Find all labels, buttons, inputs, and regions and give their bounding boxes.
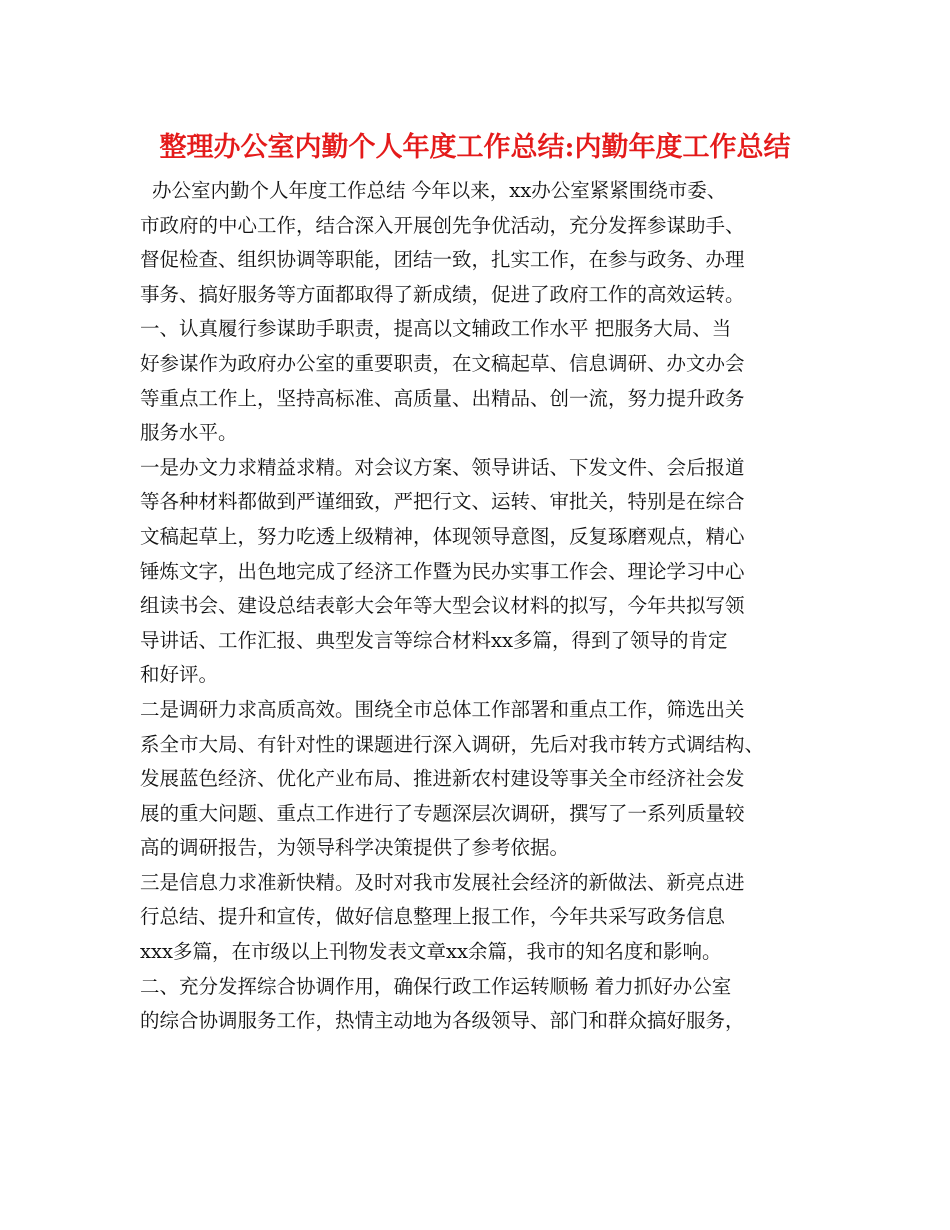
- body-line: 文稿起草上，努力吃透上级精神，体现领导意图，反复琢磨观点，精心: [140, 524, 745, 548]
- body-line: 督促检查、组织协调等职能，团结一致，扎实工作，在参与政务、办理: [140, 248, 745, 272]
- body-line: 一、认真履行参谋助手职责，提高以文辅政工作水平 把服务大局、当: [140, 317, 732, 341]
- document-title: 整理办公室内勤个人年度工作总结:内勤年度工作总结: [159, 132, 791, 163]
- body-line: 导讲话、工作汇报、典型发言等综合材料xx多篇，得到了领导的肯定: [140, 628, 728, 652]
- body-line: 好参谋作为政府办公室的重要职责，在文稿起草、信息调研、办文办会: [140, 351, 745, 375]
- body-line: 锤炼文字，出色地完成了经济工作暨为民办实事工作会、理论学习中心: [140, 559, 745, 583]
- body-line: 发展蓝色经济、优化产业布局、推进新农村建设等事关全市经济社会发: [140, 767, 745, 791]
- body-line: 市政府的中心工作，结合深入开展创先争优活动，充分发挥参谋助手、: [140, 213, 745, 237]
- body-line: 组读书会、建设总结表彰大会年等大型会议材料的拟写，今年共拟写领: [140, 594, 745, 618]
- body-line: 三是信息力求准新快精。及时对我市发展社会经济的新做法、新亮点进: [140, 870, 745, 894]
- body-line: 办公室内勤个人年度工作总结 今年以来，xx办公室紧紧围绕市委、: [152, 179, 727, 202]
- body-line: xxx多篇，在市级以上刊物发表文章xx余篇，我市的知名度和影响。: [140, 940, 722, 964]
- body-line: 和好评。: [140, 663, 219, 687]
- body-line: 二是调研力求高质高效。围绕全市总体工作部署和重点工作，筛选出关: [140, 697, 745, 721]
- body-line: 服务水平。: [140, 421, 238, 445]
- body-line: 系全市大局、有针对性的课题进行深入调研，先后对我市转方式调结构、: [140, 732, 765, 756]
- body-line: 一是办文力求精益求精。对会议方案、领导讲话、下发文件、会后报道: [140, 455, 745, 479]
- body-line: 二、充分发挥综合协调作用，确保行政工作运转顺畅 着力抓好办公室: [140, 974, 732, 998]
- body-line: 等各种材料都做到严谨细致，严把行文、运转、审批关，特别是在综合: [140, 490, 745, 514]
- body-line: 展的重大问题、重点工作进行了专题深层次调研，撰写了一系列质量较: [140, 801, 745, 825]
- document-body: [140, 174, 820, 1039]
- body-line: 高的调研报告，为领导科学决策提供了参考依据。: [140, 836, 570, 860]
- body-line: 事务、搞好服务等方面都取得了新成绩，促进了政府工作的高效运转。: [140, 282, 745, 306]
- body-line: 的综合协调服务工作，热情主动地为各级领导、部门和群众搞好服务，: [140, 1009, 745, 1033]
- body-line: 行总结、提升和宣传，做好信息整理上报工作，今年共采写政务信息: [140, 905, 726, 929]
- body-line: 等重点工作上，坚持高标准、高质量、出精品、创一流，努力提升政务: [140, 386, 745, 410]
